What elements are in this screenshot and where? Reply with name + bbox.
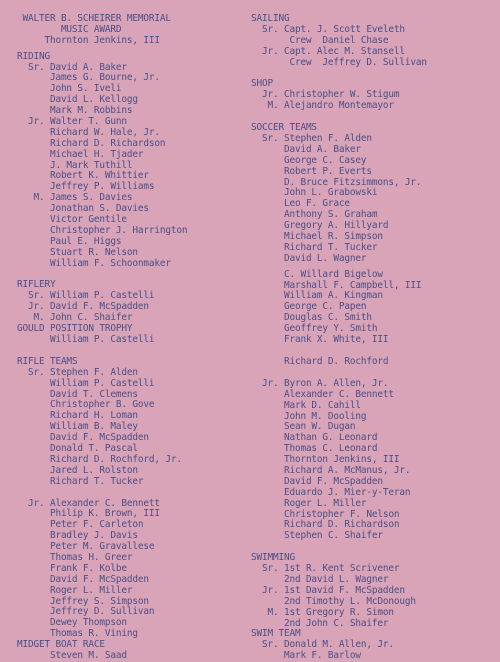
line-spacer (6, 488, 246, 499)
right-line: Richard T. Tucker (251, 241, 378, 253)
left-line: Mark M. Robbins (6, 105, 133, 117)
right-line: Christopher F. Nelson (251, 508, 400, 520)
left-line: Thomas R. Vining (6, 628, 138, 640)
right-line: Roger L. Miller (251, 497, 367, 509)
right-line: M. Alejandro Montemayor (251, 100, 394, 112)
right-line: Geoffrey Y. Smith (251, 323, 378, 335)
left-line: Peter F. Carleton (6, 519, 144, 531)
left-line: Richard T. Tucker (6, 475, 144, 487)
right-line: Mark F. Barlow (251, 650, 361, 662)
right-line: SWIMMING (251, 552, 295, 564)
left-line: Jeffrey D. Sullivan (6, 606, 155, 618)
right-line: Nathan G. Leonard (251, 432, 378, 444)
right-line: William A. Kingman (251, 290, 383, 302)
right-line: Jr. Capt. Alec M. Stansell (251, 45, 405, 57)
left-column (6, 14, 246, 662)
right-line: Marshall F. Campbell, III (251, 279, 422, 291)
left-line: Jr. David F. McSpadden (6, 301, 149, 313)
right-line: Frank X. White, III (251, 334, 389, 346)
right-line: David L. Wagner (251, 252, 367, 264)
left-line: Richard D. Richardson (6, 137, 166, 149)
right-line: John M. Dooling (251, 410, 367, 422)
left-line: Steven M. Saad (6, 649, 127, 661)
right-line: Richard D. Richardson (251, 519, 400, 531)
left-line: Donald T. Pascal (6, 442, 138, 454)
right-line: Stephen C. Shaifer (251, 530, 383, 542)
left-line: Sr. Stephen F. Alden (6, 366, 138, 378)
left-line: Roger L. Miller (6, 584, 133, 596)
right-line: C. Willard Bigelow (251, 268, 383, 280)
left-line: William P. Castelli (6, 377, 155, 389)
left-line: William B. Maley (6, 421, 138, 433)
right-line: Mark D. Cahill (251, 399, 361, 411)
left-line: Richard H. Loman (6, 410, 138, 422)
right-line: Gregory A. Hillyard (251, 220, 389, 232)
right-line: D. Bruce Fitzsimmons, Jr. (251, 176, 422, 188)
left-line: J. Mark Tuthill (6, 159, 133, 171)
right-column (251, 14, 496, 662)
right-line: John L. Grabowski (251, 187, 378, 199)
right-line: Thornton Jenkins, III (251, 454, 400, 466)
left-line: William P. Castelli (6, 333, 155, 345)
left-line: Thornton Jenkins, III (6, 34, 160, 46)
left-line: Richard D. Rochford, Jr. (6, 453, 182, 465)
right-line: Eduardo J. Mier-y-Teran (251, 486, 411, 498)
right-line: Robert P. Everts (251, 165, 372, 177)
right-line: Richard A. McManus, Jr. (251, 464, 411, 476)
left-line: Philip K. Brown, III (6, 508, 160, 520)
right-line: Douglas C. Smith (251, 312, 372, 324)
left-line: Jr. Alexander C. Bennett (6, 497, 160, 509)
left-line: Sr. David A. Baker (6, 61, 127, 73)
right-line: SHOP (251, 78, 273, 90)
left-line: M. John C. Shaifer (6, 312, 133, 324)
left-line: Jeffrey P. Williams (6, 181, 155, 193)
left-line: RIDING (6, 50, 50, 62)
left-line: Dewey Thompson (6, 617, 127, 629)
left-line: Paul E. Higgs (6, 235, 122, 247)
left-line: Jared L. Rolston (6, 464, 138, 476)
right-line: Sr. 1st R. Kent Scrivener (251, 563, 400, 575)
right-line: Leo F. Grace (251, 198, 350, 210)
left-line: Jeffrey S. Simpson (6, 595, 149, 607)
right-line: Thomas C. Leonard (251, 443, 378, 455)
right-line: George C. Casey (251, 154, 367, 166)
right-line: Sr. Donald M. Allen, Jr. (251, 639, 394, 651)
left-line: John S. Iveli (6, 83, 122, 95)
left-line: David F. McSpadden (6, 432, 149, 444)
right-line: SWIM TEAM (251, 628, 301, 640)
right-line: Jr. Byron A. Allen, Jr. (251, 377, 389, 389)
left-line: Michael H. Tjader (6, 148, 144, 160)
right-line: Anthony S. Graham (251, 209, 378, 221)
left-line: Sr. William P. Castelli (6, 290, 155, 302)
left-line: M. James S. Davies (6, 192, 133, 204)
right-line: Sr. Capt. J. Scott Eveleth (251, 23, 405, 35)
right-line: Sean W. Dugan (251, 421, 356, 433)
right-line: Crew Daniel Chase (251, 34, 389, 46)
left-line: David L. Kellogg (6, 94, 138, 106)
right-line: Sr. Stephen F. Alden (251, 133, 372, 145)
left-line: RIFLE TEAMS (6, 355, 78, 367)
right-line: Michael R. Simpson (251, 231, 383, 243)
left-line: Robert K. Whittier (6, 170, 149, 182)
right-line: George C. Papen (251, 301, 367, 313)
right-line: 2nd Timothy L. McDonough (251, 595, 416, 607)
line-spacer (251, 68, 496, 79)
right-line: Jr. 1st David F. McSpadden (251, 584, 405, 596)
left-line: William F. Schoonmaker (6, 257, 171, 269)
right-line: David F. McSpadden (251, 475, 383, 487)
right-line: Jr. Christopher W. Stigum (251, 89, 400, 101)
right-line: Crew Jeffrey D. Sullivan (251, 56, 427, 68)
left-line: Thomas H. Greer (6, 551, 133, 563)
left-line: Stuart R. Nelson (6, 246, 138, 258)
left-line: MIDGET BOAT RACE (6, 639, 105, 651)
left-line: WALTER B. SCHEIRER MEMORIAL (6, 13, 171, 24)
left-line: RIFLERY (6, 279, 56, 291)
right-line: Richard D. Rochford (251, 355, 389, 367)
right-line: SAILING (251, 13, 290, 24)
left-line: Christopher J. Harrington (6, 224, 188, 236)
left-line: James G. Bourne, Jr. (6, 72, 160, 84)
left-line: Jr. Walter T. Gunn (6, 116, 127, 128)
right-line: 2nd John C. Shaifer (251, 617, 389, 629)
left-line: GOULD POSITION TROPHY (6, 323, 133, 335)
left-line: Peter M. Gravallese (6, 541, 155, 553)
left-line: MUSIC AWARD (6, 23, 122, 35)
right-line: SOCCER TEAMS (251, 122, 317, 134)
right-line: David A. Baker (251, 143, 361, 155)
right-line: Alexander C. Bennett (251, 388, 394, 400)
left-line: Victor Gentile (6, 214, 127, 226)
right-line: M. 1st Gregory R. Simon (251, 606, 394, 618)
left-line: Frank F. Kolbe (6, 562, 127, 574)
left-line: David T. Clemens (6, 388, 138, 400)
left-line: David F. McSpadden (6, 573, 149, 585)
left-line: Christopher B. Gove (6, 399, 155, 411)
left-line: Jonathan S. Davies (6, 203, 149, 215)
left-line: Richard W. Hale, Jr. (6, 126, 160, 138)
left-line: Bradley J. Davis (6, 530, 138, 542)
right-line: 2nd David L. Wagner (251, 573, 389, 585)
